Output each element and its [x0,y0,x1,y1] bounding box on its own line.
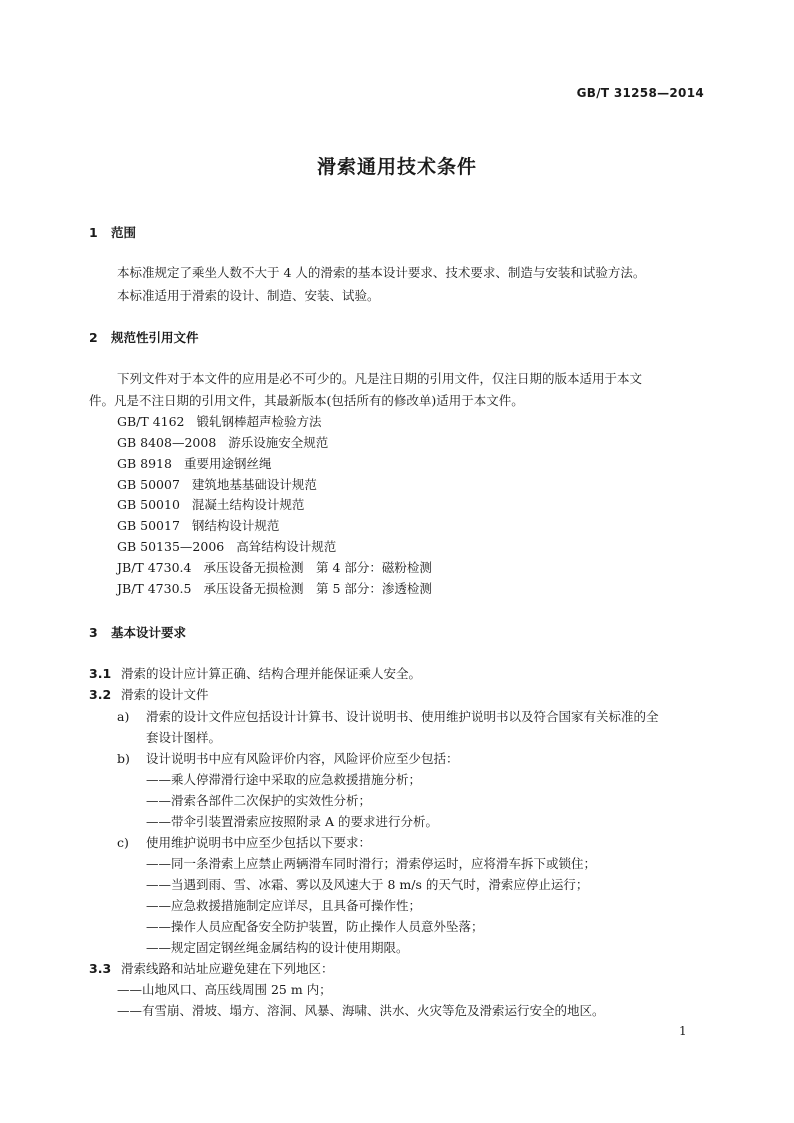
reference-item [117,539,336,555]
list-label-b: b) [117,751,130,766]
list-item-c-text: 使用维护说明书中应至少包括以下要求： [146,835,372,850]
section-number: 3 [89,625,98,640]
dash-item: ——规定固定钢丝绳金属结构的设计使用期限。 [146,940,409,955]
reference-title: 锻轧钢棒超声检验方法 [196,414,322,429]
section-title: 规范性引用文件 [111,330,199,345]
dash-item: ——山地风口、高压线周围 25 m 内； [117,982,332,997]
clause-text: 滑索的设计文件 [121,687,209,702]
reference-title: 重要用途钢丝绳 [183,456,272,471]
reference-code: GB 50007 [117,477,180,492]
reference-item [117,497,304,513]
section-title: 基本设计要求 [111,625,187,640]
reference-code: GB 8408—2008 [117,435,217,450]
dash-item: ——滑索各部件二次保护的实效性分析； [146,793,372,808]
section-1-heading [89,223,136,241]
dash-item: ——有雪崩、滑坡、塌方、溶洞、风暴、海啸、洪水、火灾等危及滑索运行安全的地区。 [117,1003,605,1018]
reference-title: 游乐设施安全规范 [228,435,329,450]
reference-code: GB 50017 [117,518,180,533]
dash-item: ——应急救援措施制定应详尽，且具备可操作性； [146,898,422,913]
dash-item: ——同一条滑索上应禁止两辆滑车同时滑行；滑索停运时，应将滑车拆下或锁住； [146,856,597,871]
reference-code: GB 8918 [117,456,172,471]
reference-item [117,477,317,493]
section-3-heading [89,623,186,641]
list-item-b-text: 设计说明书中应有风险评价内容，风险评价应至少包括： [146,751,459,766]
reference-title: 承压设备无损检测 第 4 部分：磁粉检测 [203,560,432,575]
list-label-a: a) [117,709,130,724]
scope-paragraph-2: 本标准适用于滑索的设计、制造、安装、试验。 [117,288,380,303]
reference-code: GB 50010 [117,497,180,512]
normref-intro-line-2: 件。凡是不注日期的引用文件，其最新版本(包括所有的修改单)适用于本文件。 [89,393,524,408]
dash-item: ——操作人员应配备安全防护装置，防止操作人员意外坠落； [146,919,484,934]
reference-title: 混凝土结构设计规范 [191,497,305,512]
list-item-a-line-2: 套设计图样。 [146,730,222,745]
document-title: 滑索通用技术条件 [316,156,477,178]
list-label-c: c) [117,835,129,850]
dash-item: ——乘人停滞滑行途中采取的应急救援措施分析； [146,772,422,787]
reference-title: 高耸结构设计规范 [236,539,337,554]
dash-item: ——当遇到雨、雪、冰霜、雾以及风速大于 8 m/s 的天气时，滑索应停止运行； [146,877,589,892]
reference-item [117,560,432,576]
reference-code: GB 50135—2006 [117,539,225,554]
list-item-a-line-1: 滑索的设计文件应包括设计计算书、设计说明书、使用维护说明书以及符合国家有关标准的全 [146,709,659,724]
reference-item [117,414,322,430]
normref-intro-line-1: 下列文件对于本文件的应用是必不可少的。凡是注日期的引用文件，仅注日期的版本适用于本文 [117,371,643,386]
reference-item [117,518,279,534]
section-2-heading [89,328,199,346]
standard-number: GB/T 31258—2014 [576,86,704,100]
clause-3-2 [89,687,209,703]
dash-item: ——带伞引装置滑索应按照附录 A 的要求进行分析。 [146,814,438,829]
clause-text: 滑索线路和站址应避免建在下列地区： [121,961,334,976]
reference-title: 建筑地基基础设计规范 [191,477,317,492]
reference-code: JB/T 4730.5 [117,581,192,596]
section-number: 1 [89,225,98,240]
section-title: 范围 [111,225,137,240]
reference-code: GB/T 4162 [117,414,185,429]
clause-text: 滑索的设计应计算正确、结构合理并能保证乘人安全。 [121,666,422,681]
reference-item [117,581,432,597]
reference-title: 钢结构设计规范 [191,518,280,533]
clause-number: 3.2 [89,687,112,702]
page-number: 1 [679,1024,687,1038]
clause-number: 3.3 [89,961,112,976]
clause-3-1 [89,666,421,682]
clause-3-3 [89,961,334,977]
scope-paragraph-1: 本标准规定了乘坐人数不大于 4 人的滑索的基本设计要求、技术要求、制造与安装和试验方法。 [117,265,646,280]
reference-item [117,435,328,451]
section-number: 2 [89,330,98,345]
reference-title: 承压设备无损检测 第 5 部分：渗透检测 [203,581,432,596]
clause-number: 3.1 [89,666,112,681]
reference-code: JB/T 4730.4 [117,560,192,575]
reference-item [117,456,271,472]
